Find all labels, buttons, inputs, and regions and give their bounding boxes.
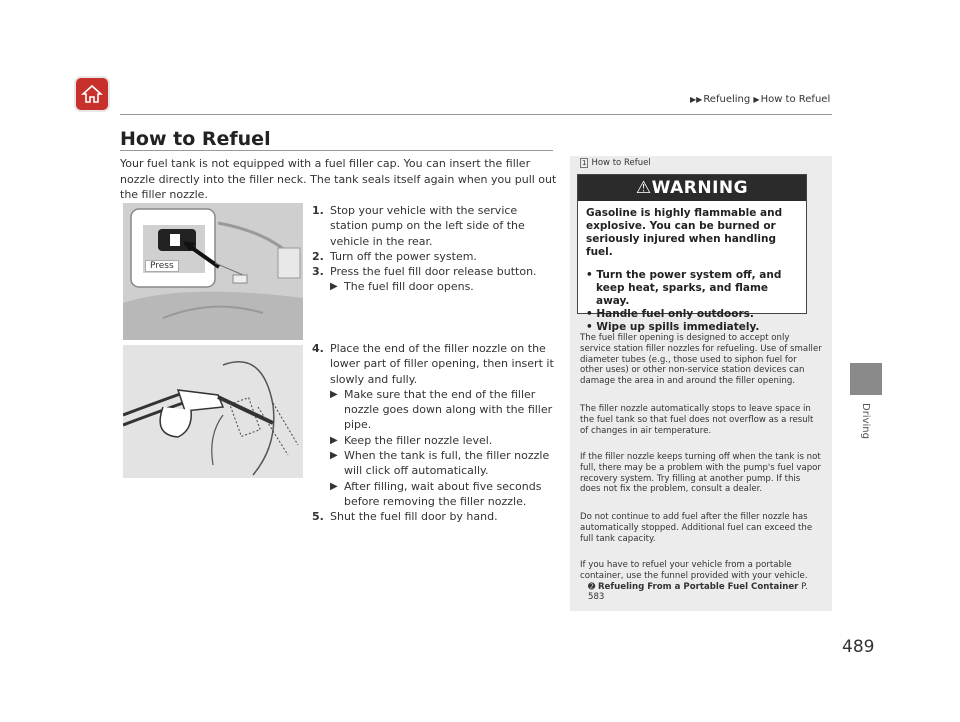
arrow-icon: ▶	[330, 281, 338, 293]
step-2	[312, 249, 558, 264]
note-paragraph-3: If the filler nozzle keeps turning off when the tank is not full, there may be a problem with the pump's fuel vapor recovery system. Try filling at another pump. If this does not fix the problem, consult a dealer.	[580, 452, 821, 495]
warning-bullet-text: Wipe up spills immediately.	[596, 321, 760, 333]
cross-reference-link[interactable]	[580, 582, 822, 604]
warning-bullet-text: Handle fuel only outdoors.	[596, 308, 754, 320]
warning-header	[578, 175, 806, 201]
step-1	[312, 203, 558, 249]
arrow-icon: ▶	[330, 450, 338, 462]
note-title	[580, 158, 651, 168]
step-number: 5.	[312, 510, 324, 524]
step-text: Turn off the power system.	[330, 249, 477, 263]
xref-icon: ➋	[588, 581, 596, 592]
step-substep: Keep the filler nozzle level.	[344, 433, 493, 447]
xref-page: P. 583	[588, 581, 808, 603]
breadcrumb-arrow-icon: ▶▶	[690, 95, 703, 104]
chapter-label: Driving	[860, 403, 871, 439]
arrow-icon: ▶	[330, 388, 338, 400]
step-number: 4.	[312, 342, 324, 355]
note-ref-icon: 1	[582, 159, 587, 167]
warning-bullet-text: Turn the power system off, and keep heat, sparks, and flame away.	[596, 269, 782, 307]
warning-icon: ⚠	[635, 178, 652, 198]
arrow-icon: ▶	[330, 480, 338, 492]
step-number: 3.	[312, 265, 324, 279]
page-number: 489	[842, 637, 875, 657]
step-substep: The fuel fill door opens.	[344, 280, 474, 294]
fuel-door-button-photo	[123, 203, 303, 340]
warning-main-text: Gasoline is highly flammable and explosive. You can be burned or seriously injured when handling fuel.	[586, 207, 783, 258]
warning-box	[577, 174, 807, 333]
breadcrumb-item-refueling[interactable]: Refueling	[703, 94, 751, 105]
steps-group-1	[312, 203, 558, 295]
steps-group-2	[312, 341, 558, 525]
step-text: Stop your vehicle with the service station pump on the left side of the vehicle in the rear.	[330, 204, 525, 248]
step-text: Press the fuel fill door release button.	[330, 265, 537, 279]
step-4-sub-2	[312, 433, 558, 448]
step-4-sub-1	[312, 387, 558, 433]
step-4-sub-4	[312, 479, 558, 510]
warning-body	[578, 201, 806, 334]
note-title-text: How to Refuel	[591, 158, 651, 168]
filler-nozzle-illustration	[123, 345, 303, 478]
warning-label: WARNING	[651, 178, 749, 198]
step-3	[312, 264, 558, 279]
title-divider	[120, 150, 553, 151]
step-number: 2.	[312, 249, 324, 263]
step-4	[312, 341, 558, 387]
xref-label[interactable]: Refueling From a Portable Fuel Container	[597, 581, 799, 592]
step-text: Place the end of the filler nozzle on the lower part of filler opening, then insert it slowly and fully.	[330, 342, 554, 386]
breadcrumb-arrow-icon: ▶	[753, 95, 760, 104]
note-paragraph-1: The fuel filler opening is designed to accept only service station filler nozzles for refueling. Use of smaller diameter tubes (e.g., those used to siphon fuel for other uses) or other non-service station devices can damage the area in and around the filler opening.	[580, 333, 822, 387]
step-substep: Make sure that the end of the filler nozzle goes down along with the filler pipe.	[344, 387, 553, 432]
arrow-icon: ▶	[330, 434, 338, 446]
warning-bullet: • Wipe up spills immediately.	[586, 321, 760, 333]
warning-bullet: • Handle fuel only outdoors.	[586, 308, 754, 320]
intro-paragraph: Your fuel tank is not equipped with a fuel filler cap. You can insert the filler nozzle directly into the filler neck. The tank seals itself again when you pull out the filler nozzle.	[120, 157, 557, 201]
breadcrumb	[690, 94, 830, 105]
chapter-tab[interactable]	[850, 363, 882, 395]
step-substep: After filling, wait about five seconds before removing the filler nozzle.	[344, 479, 542, 508]
note-paragraph-5-text: If you have to refuel your vehicle from a portable container, use the funnel provided with your vehicle.	[580, 560, 808, 581]
step-4-sub-3	[312, 448, 558, 479]
note-paragraph-4: Do not continue to add fuel after the filler nozzle has automatically stopped. Additional fuel can exceed the full tank capacity.	[580, 512, 813, 544]
home-button[interactable]	[76, 78, 108, 110]
step-number: 1.	[312, 204, 324, 217]
page-title: How to Refuel	[120, 128, 271, 150]
press-label: Press	[145, 260, 179, 272]
home-icon	[81, 83, 103, 105]
breadcrumb-item-current: How to Refuel	[760, 94, 831, 105]
header-divider	[120, 114, 832, 115]
step-3-result	[312, 279, 558, 294]
warning-bullet: • Turn the power system off, and keep heat, sparks, and flame away.	[586, 269, 782, 307]
step-substep: When the tank is full, the filler nozzle will click off automatically.	[344, 449, 550, 478]
step-5	[312, 509, 558, 524]
step-text: Shut the fuel fill door by hand.	[330, 510, 498, 524]
note-paragraph-2: The filler nozzle automatically stops to leave space in the fuel tank so that fuel does not overflow as a result of changes in air temperature.	[580, 404, 814, 436]
note-paragraph-5	[580, 560, 822, 603]
